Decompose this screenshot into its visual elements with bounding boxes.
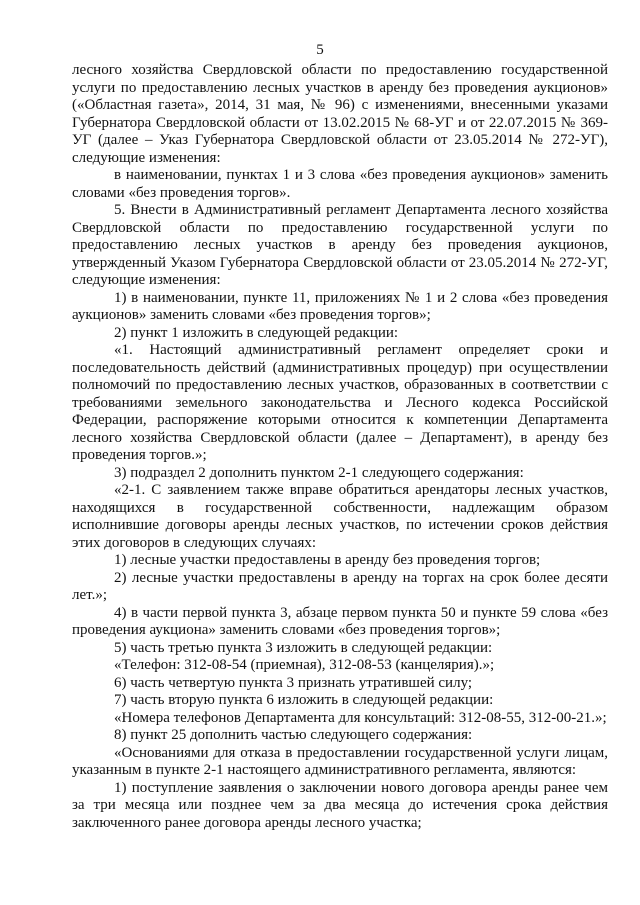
page-number: 5 <box>316 42 324 58</box>
paragraph: «2-1. С заявлением также вправе обратиться арендаторы лесных участков, находящихся в государственной собственности, надлежащим образом исполнившие договоры аренды лесных участков, по истечении сроков действия этих договоров в следующих случаях: <box>72 482 608 551</box>
paragraph: 4) в части первой пункта 3, абзаце первом пункта 50 и пункте 59 слова «без проведения аукциона» заменить словами «без проведения торгов»; <box>72 604 608 638</box>
paragraph: 6) часть четвертую пункта 3 признать утратившей силу; <box>114 674 473 691</box>
paragraph: 8) пункт 25 дополнить частью следующего содержания: <box>114 727 473 743</box>
paragraph: 3) подраздел 2 дополнить пунктом 2-1 следующего содержания: <box>114 464 524 481</box>
paragraph: 5. Внести в Административный регламент Департамента лесного хозяйства Свердловской области по предоставлению государственной услуги по предоставлению лесных участков в аренду без проведения аукционов, утвержденный Указом Губернатора Свердловской области от 23.05.2014 № 272-УГ, следующие изменения: <box>72 202 608 288</box>
paragraph: 5) часть третью пункта 3 изложить в следующей редакции: <box>114 639 493 656</box>
paragraph: 7) часть вторую пункта 6 изложить в следующей редакции: <box>114 692 494 708</box>
paragraph: «Основаниями для отказа в предоставлении государственной услуги лицам, указанным в пункте 2-1 настоящего административного регламента, являются: <box>72 744 608 778</box>
paragraph: 2) лесные участки предоставлены в аренду на торгах на срок более десяти лет.»; <box>72 569 608 603</box>
document-body <box>72 62 608 832</box>
paragraph: 2) пункт 1 изложить в следующей редакции: <box>114 324 399 341</box>
paragraph: 1) лесные участки предоставлены в аренду без проведения торгов; <box>114 552 541 568</box>
paragraph: 1) в наименовании, пункте 11, приложениях № 1 и 2 слова «без проведения аукционов» заменить словами «без проведения торгов»; <box>72 289 608 323</box>
paragraph: 1) поступление заявления о заключении нового договора аренды ранее чем за три месяца или позднее чем за два месяца до истечения срока действия заключенного ранее договора аренды лесного участка; <box>72 779 608 831</box>
paragraph: в наименовании, пунктах 1 и 3 слова «без проведения аукционов» заменить словами «без проведения торгов». <box>72 167 608 201</box>
paragraph: «Номера телефонов Департамента для консультаций: 312-08-55, 312-00-21.»; <box>114 709 607 726</box>
paragraph: «Телефон: 312-08-54 (приемная), 312-08-53 (канцелярия).»; <box>114 657 495 673</box>
paragraph: «1. Настоящий административный регламент определяет сроки и последовательность действий (административных процедур) при осуществлении полномочий по предоставлению лесных участков, образованных в соответствии с требованиями земельного законодательства и Лесного кодекса Российской Федерации, распоряжение которыми относится к компетенции Департамента лесного хозяйства Свердловской области (далее – Департамент), в аренду без проведения торгов.»; <box>72 342 608 463</box>
paragraph: лесного хозяйства Свердловской области по предоставлению государственной услуги по предоставлению лесных участков в аренду без проведения аукционов» («Областная газета», 2014, 31 мая, № 96) с изменениями, внесенными указами Губернатора Свердловской области от 13.02.2015 № 68-УГ и от 22.07.2015 № 369-УГ (далее – Указ Губернатора Свердловской области от 23.05.2014 № 272-УГ), следующие изменения: <box>72 62 608 166</box>
